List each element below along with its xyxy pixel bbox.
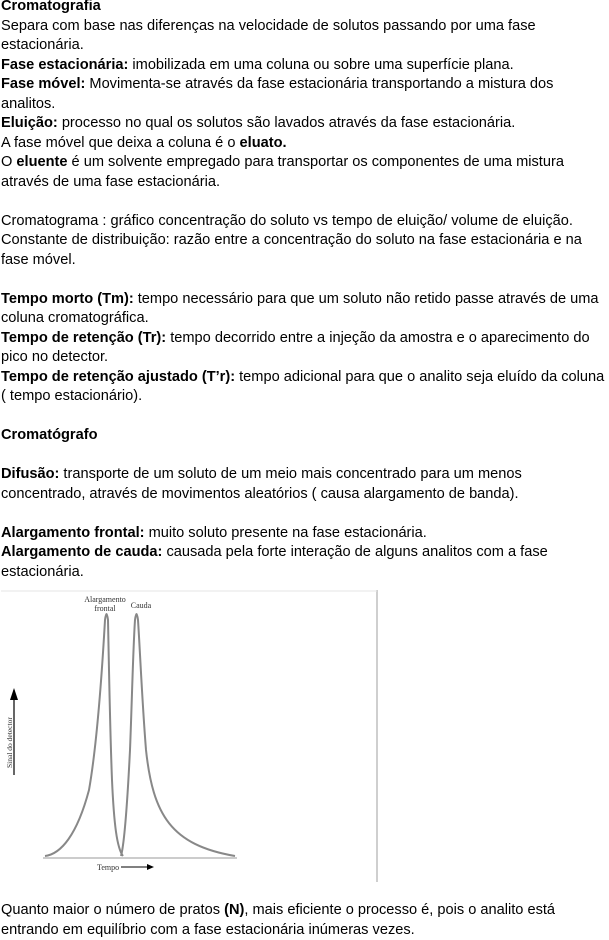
- definition-difusao: Difusão: transporte de um soluto de um meio mais concentrado para um menos concentrado, através de movimentos aleatórios ( causa alargamento de banda).: [1, 466, 522, 502]
- x-axis-label: Tempo: [97, 863, 120, 872]
- section-title-cromatografo: Cromatógrafo: [1, 427, 98, 443]
- label-alargamento-frontal-line2: frontal: [94, 604, 116, 613]
- figure-background: [1, 590, 381, 882]
- peak-broadening-diagram: [1, 590, 381, 882]
- label-cauda: Cauda: [130, 601, 152, 610]
- definition-alargamento-frontal: Alargamento frontal: muito soluto presente na fase estacionária.: [1, 524, 427, 541]
- definition-tempo-ajustado: Tempo de retenção ajustado (T’r): tempo adicional para que o analito seja eluído da coluna ( tempo estacionário).: [1, 368, 605, 404]
- definition-alargamento-cauda: Alargamento de cauda: causada pela forte interação de alguns analitos com a fase estacionária.: [1, 544, 548, 580]
- paragraph-pratos: Quanto maior o número de pratos (N), mais eficiente o processo é, pois o analito está entrando em equilíbrio com a fase estacionária inúmeras vezes.: [1, 902, 556, 938]
- definition-tempo-morto: Tempo morto (Tm): tempo necessário para que um soluto não retido passe através de uma coluna cromatográfica.: [1, 290, 599, 326]
- definition-eluente: O eluente é um solvente empregado para transportar os componentes de uma mistura através de uma fase estacionária.: [1, 154, 564, 190]
- definition-cromatograma: Cromatograma : gráfico concentração do soluto vs tempo de eluição/ volume de eluição.: [1, 212, 573, 229]
- definition-fase-estacionaria: Fase estacionária: imobilizada em uma coluna ou sobre uma superfície plana.: [1, 56, 514, 73]
- label-alargamento-frontal-line1: Alargamento: [84, 595, 126, 604]
- definition-fase-movel: Fase móvel: Movimenta-se através da fase estacionária transportando a mistura dos analitos.: [1, 76, 554, 112]
- intro-paragraph: Separa com base nas diferenças na velocidade de solutos passando por uma fase estacionária.: [1, 17, 536, 53]
- definition-eluato: A fase móvel que deixa a coluna é o eluato.: [1, 134, 287, 151]
- peak-broadening-figure: [1, 590, 381, 882]
- definition-eluicao: Eluição: processo no qual os solutos são lavados através da fase estacionária.: [1, 115, 516, 131]
- definition-tempo-retencao: Tempo de retenção (Tr): tempo decorrido entre a injeção da amostra e o aparecimento do pico no detector.: [1, 329, 590, 365]
- section-title-cromatografia: Cromatografia: [1, 0, 101, 14]
- definition-constante: Constante de distribuição: razão entre a concentração do soluto na fase estacionária e na fase móvel.: [1, 232, 582, 268]
- y-axis-label: Sinal do detector: [5, 717, 14, 768]
